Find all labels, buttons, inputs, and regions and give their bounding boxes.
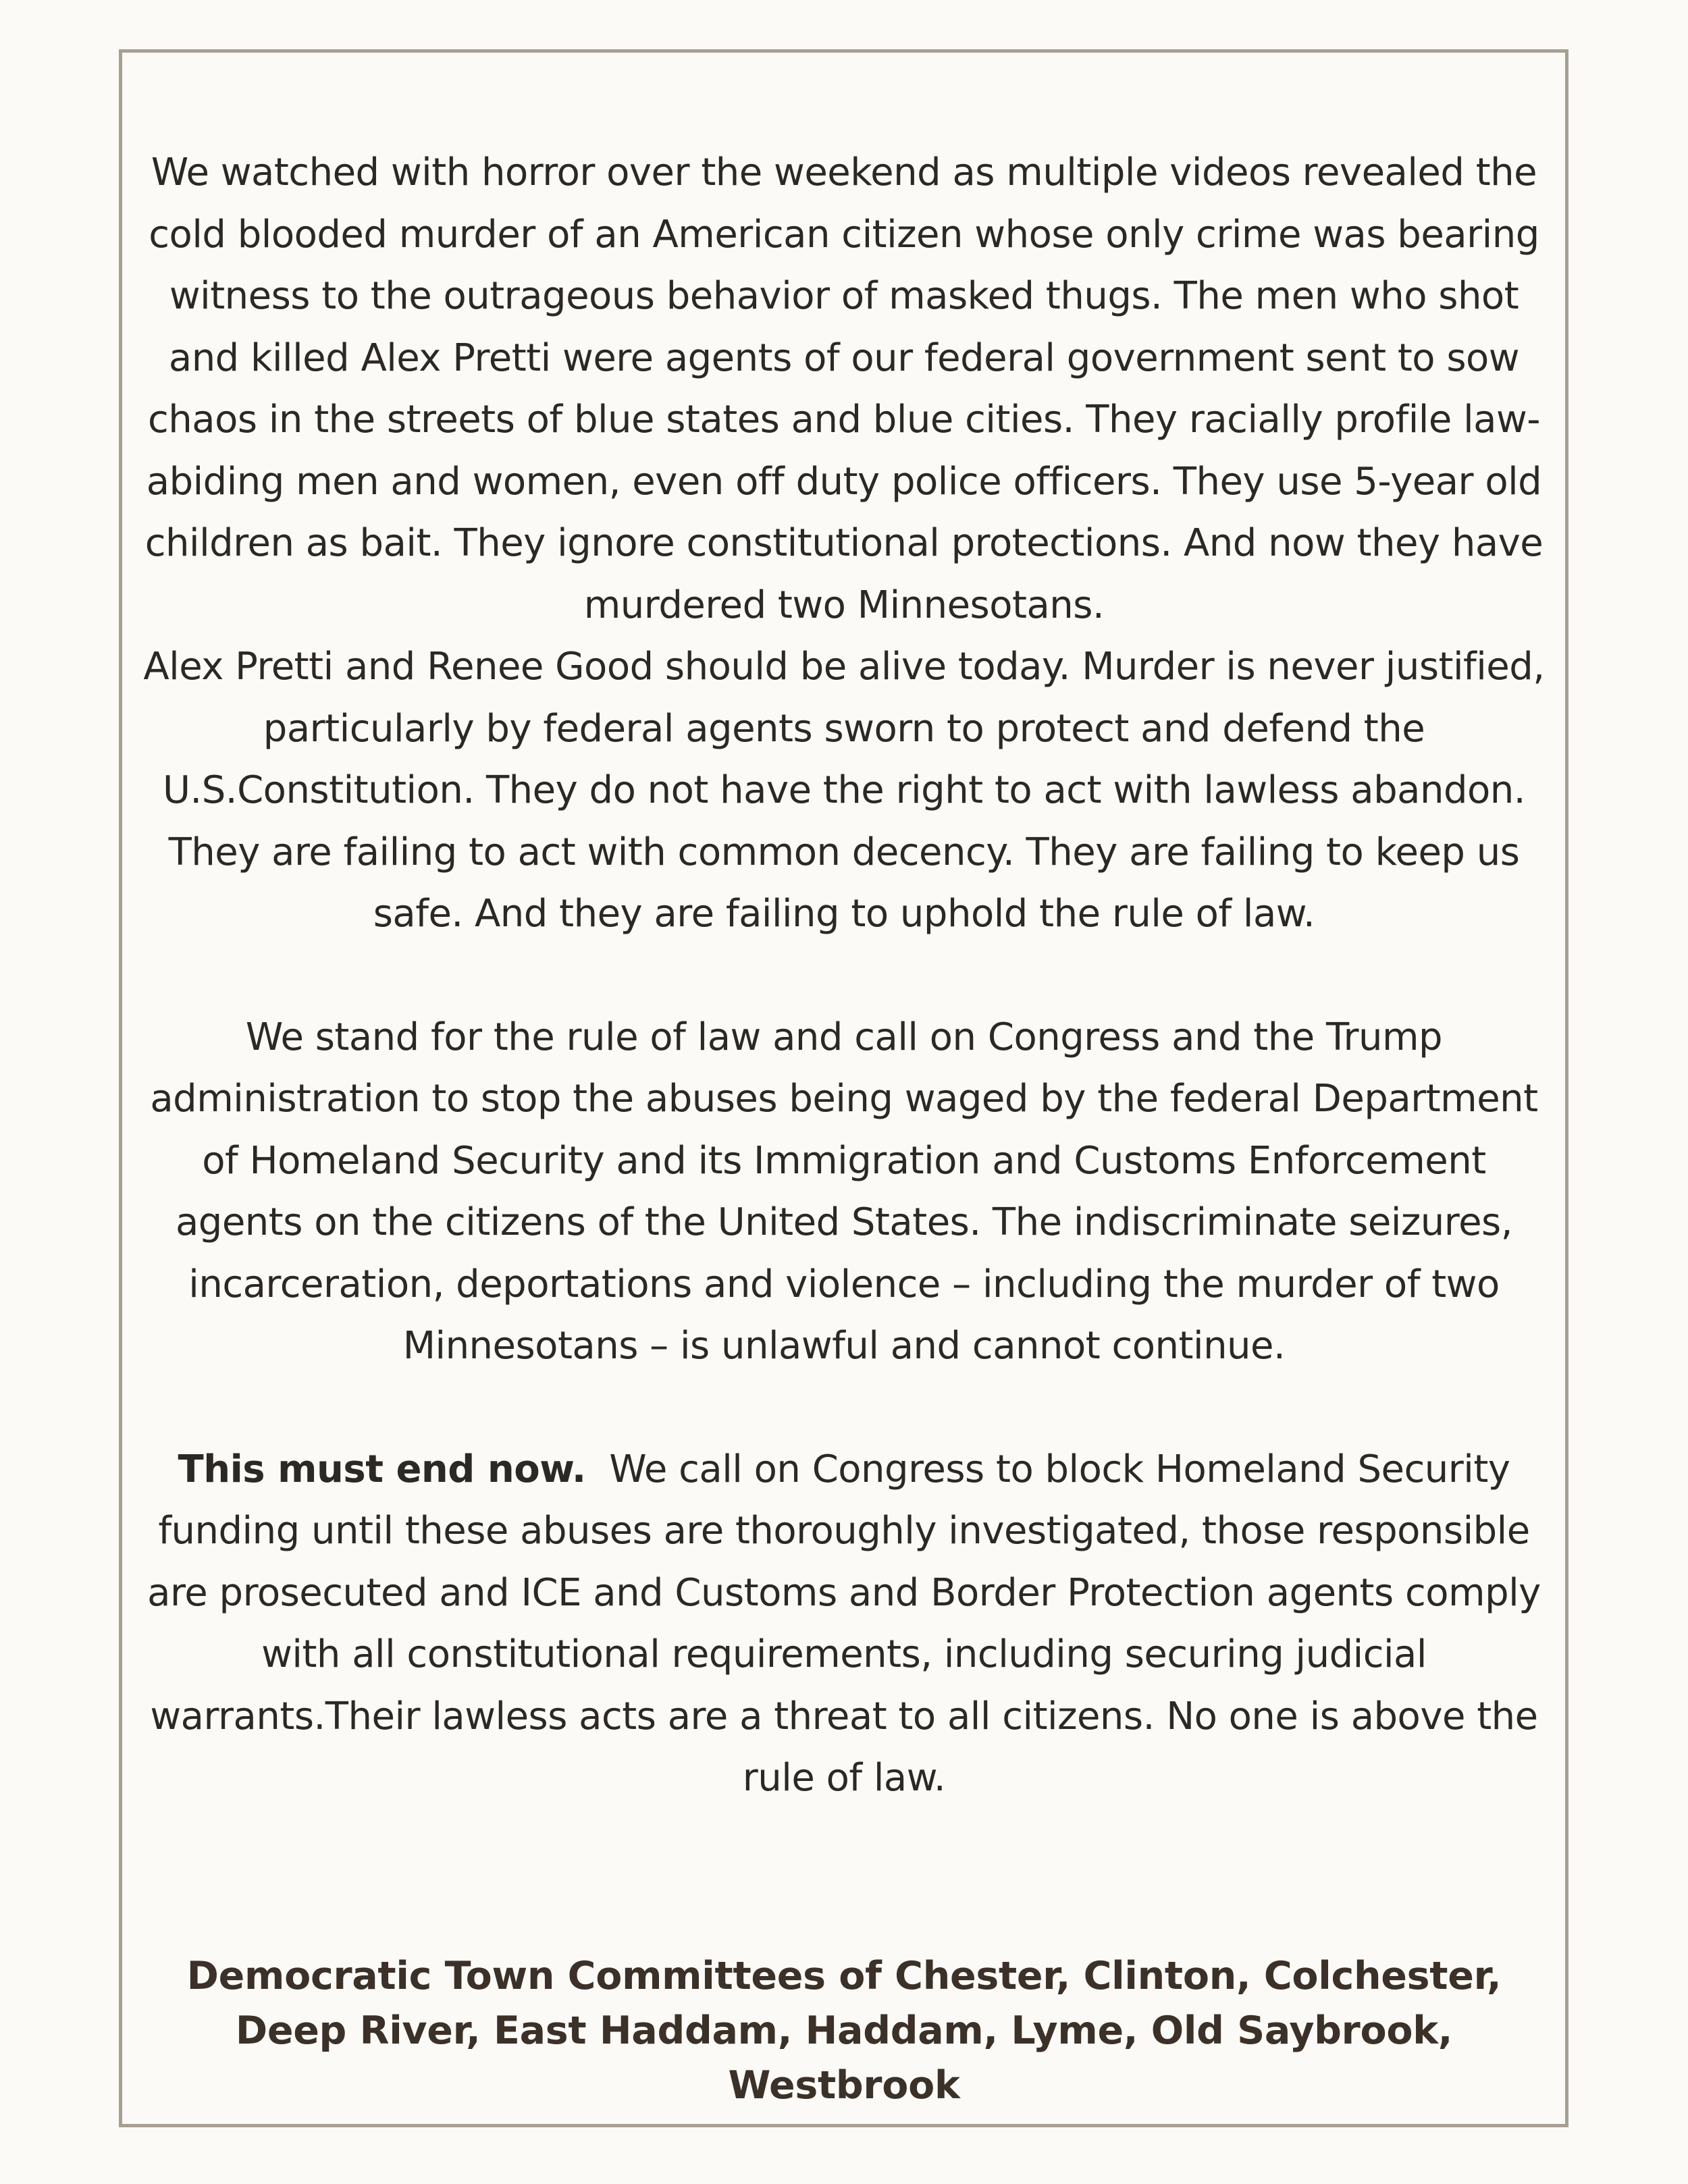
- statement-body: [143, 142, 1545, 1809]
- statement-paragraph-4-body: We call on Congress to block Homeland Security funding until these abuses are thoroughly investigated, those responsible are prosecuted and ICE and Customs and Border Protection agents comply with all constitutional requirements, including securing judicial warrants.Their lawless acts are a threat to all citizens. No one is above the rule of law.: [147, 1447, 1541, 1800]
- statement-paragraph-3: We stand for the rule of law and call on Congress and the Trump administration to stop the abuses being waged by the federal Department of Homeland Security and its Immigration and Customs Enforcement agents on the citizens of the United States. The indiscriminate seizures, incarceration, deportations and violence – including the murder of two Minnesotans – is unlawful and cannot continue.: [150, 1015, 1538, 1368]
- statement-paragraph-1: We watched with horror over the weekend as multiple videos revealed the cold blooded murder of an American citizen whose only crime was bearing witness to the outrageous behavior of masked thugs. The men who shot and killed Alex Pretti were agents of our federal government sent to sow chaos in the streets of blue states and blue cities. They racially profile law-abiding men and women, even off duty police officers. They use 5-year old children as bait. They ignore constitutional protections. And now they have murdered two Minnesotans.: [144, 151, 1544, 627]
- paragraph-spacer: [143, 1377, 1545, 1439]
- paragraph-spacer: [143, 945, 1545, 1007]
- statement-paragraph-2: Alex Pretti and Renee Good should be alive today. Murder is never justified, particularly by federal agents sworn to protect and defend the U.S.Constitution. They do not have the right to act with lawless abandon. They are failing to act with common decency. They are failing to keep us safe. And they are failing to uphold the rule of law.: [143, 645, 1545, 936]
- statement-lead-emphasis: This must end now.: [178, 1447, 586, 1491]
- statement-paragraph-4: [143, 1439, 1545, 1809]
- signature: Democratic Town Committees of Chester, Clinton, Colchester, Deep River, East Haddam, Haddam, Lyme, Old Saybrook, Westbrook: [186, 1954, 1502, 2108]
